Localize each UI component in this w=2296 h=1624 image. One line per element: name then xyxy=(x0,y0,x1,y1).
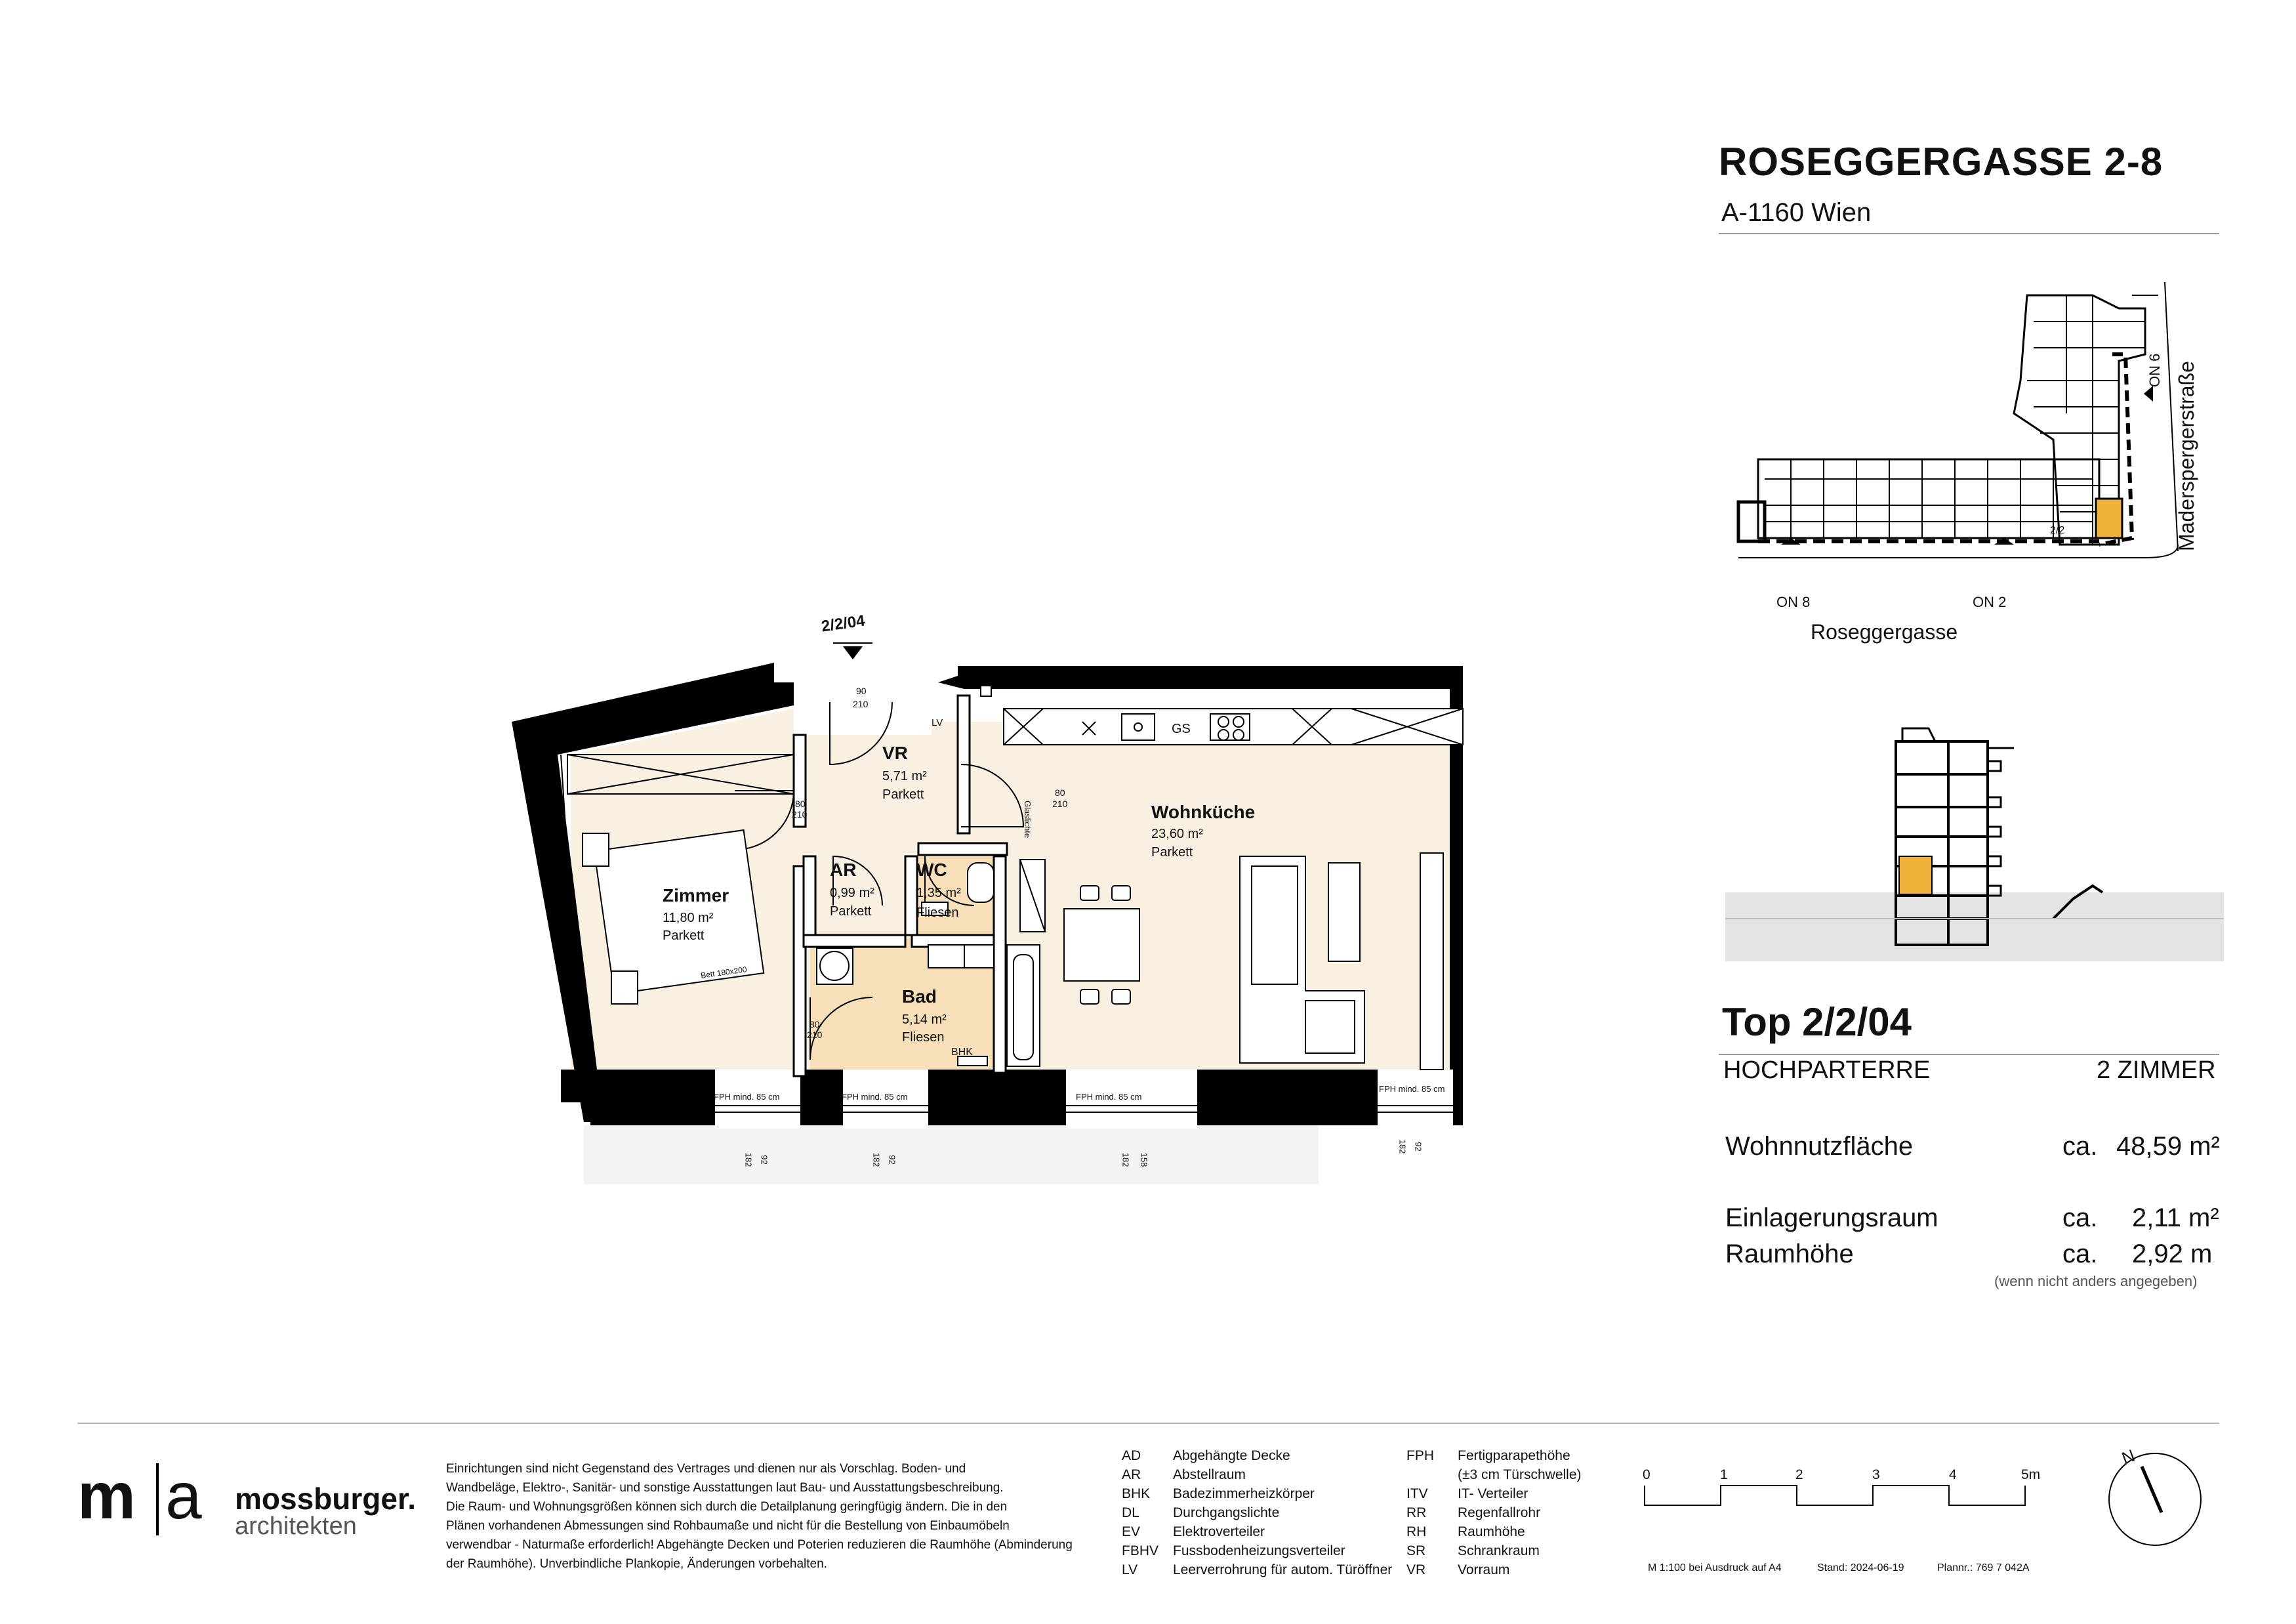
logo-name: mossburger. xyxy=(235,1482,417,1516)
door-dim-210: 210 xyxy=(792,809,808,820)
section-view xyxy=(1725,722,2224,961)
door-dim-210: 210 xyxy=(1052,799,1068,809)
legend-text: Abstellraum xyxy=(1173,1467,1246,1482)
disclaimer-line: Wandbeläge, Elektro-, Sanitär- und sonstige Ausstattungen laut Bau- und Ausstattungsbeschreibung. xyxy=(446,1481,1004,1495)
logo-mark-m: m xyxy=(77,1459,136,1533)
legend-row xyxy=(1122,1522,1392,1541)
metric-value-raumhoehe: 2,92 m xyxy=(2132,1239,2213,1268)
legend-abbr: RR xyxy=(1406,1505,1427,1520)
siteplan-entrance-on2: ON 2 xyxy=(1973,594,2007,610)
legend-abbr: EV xyxy=(1122,1524,1141,1539)
window-fph-1: FPH mind. 85 cm xyxy=(714,1092,780,1102)
plan-date: Stand: 2024-06-19 xyxy=(1817,1562,1904,1573)
door-dim-90: 90 xyxy=(856,686,867,696)
door-dim-80: 80 xyxy=(1055,787,1065,798)
legend-abbr: AD xyxy=(1122,1448,1141,1463)
unit-marker-label: 2/2/04 xyxy=(820,612,867,636)
legend-text: Raumhöhe xyxy=(1458,1524,1525,1539)
scale-tick-4: 4 xyxy=(1949,1467,1957,1482)
legend-row xyxy=(1122,1541,1392,1560)
sill-height-4b: 182 xyxy=(1397,1139,1408,1154)
legend-abbr: FPH xyxy=(1406,1448,1434,1463)
legend-abbr: RH xyxy=(1406,1524,1427,1539)
scale-tick-3: 3 xyxy=(1872,1467,1880,1482)
bed-size-label: Bett 180x200 xyxy=(700,965,748,980)
room-zimmer-name: Zimmer xyxy=(663,885,729,906)
disclaimer-line: verwendbar - Naturmaße erforderlich! Abgehängte Decken und Poterien reduzieren die Raumhöhe (Abminderung xyxy=(446,1538,1073,1552)
unit-rooms: 2 ZIMMER xyxy=(2097,1056,2216,1084)
legend-text: Abgehängte Decke xyxy=(1173,1448,1290,1463)
legend-row xyxy=(1122,1465,1392,1484)
room-ar-name: AR xyxy=(830,860,857,880)
bhk-label: BHK xyxy=(951,1047,973,1058)
door-dim-210: 210 xyxy=(853,699,869,709)
legend-left xyxy=(1122,1446,1392,1579)
sill-height-4: 92 xyxy=(1413,1142,1424,1152)
legend-text: Elektroverteiler xyxy=(1173,1524,1265,1539)
project-city: A-1160 Wien xyxy=(1721,198,1872,227)
siteplan-street-bottom: Roseggergasse xyxy=(1811,620,1958,644)
legend-text: Vorraum xyxy=(1458,1562,1510,1577)
disclaimer-line: Einrichtungen sind nicht Gegenstand des Vertrages und dienen nur als Vorschlag. Boden- und xyxy=(446,1462,966,1476)
window-fph-2: FPH mind. 85 cm xyxy=(842,1092,908,1102)
legend-row xyxy=(1122,1560,1392,1579)
legend-abbr: DL xyxy=(1122,1505,1139,1520)
project-title: ROSEGGERGASSE 2-8 xyxy=(1719,140,2163,184)
unit-divider xyxy=(1719,1054,2219,1055)
metric-value-wohnnutzflaeche: 48,59 m² xyxy=(2116,1132,2220,1161)
metric-label-einlagerungsraum: Einlagerungsraum xyxy=(1725,1203,1938,1232)
siteplan-entrance-on6: ON 6 xyxy=(2146,353,2163,387)
metric-label-wohnnutzflaeche: Wohnnutzfläche xyxy=(1725,1132,1914,1161)
logo-divider xyxy=(156,1463,159,1535)
logo-mark-a: a xyxy=(165,1459,202,1533)
siteplan-street-right: Maderspergerstraße xyxy=(2175,361,2198,551)
room-ar-floor: Parkett xyxy=(830,904,872,919)
scale-note: M 1:100 bei Ausdruck auf A4 xyxy=(1648,1562,1782,1573)
room-vr-name: VR xyxy=(882,743,908,763)
legend-text: Leerverrohrung für autom. Türöffner xyxy=(1173,1562,1393,1577)
legend-abbr: AR xyxy=(1122,1467,1141,1482)
legend-abbr: FBHV xyxy=(1122,1543,1159,1558)
legend-text: Badezimmerheizkörper xyxy=(1173,1486,1315,1501)
scale-bar xyxy=(1643,1484,2037,1510)
disclaimer-line: Plänen vorhandenen Abmessungen sind Rohbaumaße und nicht für die Bestellung von Einbaumöbeln xyxy=(446,1519,1010,1533)
legend-abbr: ITV xyxy=(1406,1486,1428,1501)
disclaimer xyxy=(446,1459,1073,1573)
room-bad-area: 5,14 m² xyxy=(902,1012,947,1027)
sill-height-2b: 182 xyxy=(871,1152,882,1167)
metric-prefix-einlagerungsraum: ca. xyxy=(2062,1203,2098,1232)
unit-title: Top 2/2/04 xyxy=(1722,1000,1912,1044)
room-wohnkueche-name: Wohnküche xyxy=(1151,802,1256,822)
legend-row xyxy=(1406,1522,1582,1541)
legend-row xyxy=(1406,1541,1582,1560)
scale-tick-5: 5m xyxy=(2021,1467,2041,1482)
room-wc-name: WC xyxy=(916,860,947,880)
room-zimmer-area: 11,80 m² xyxy=(663,911,714,925)
header-divider xyxy=(1719,233,2219,234)
door-dim-80: 80 xyxy=(810,1019,820,1030)
gs-label: GS xyxy=(1172,722,1191,736)
disclaimer-line: der Raumhöhe). Unverbindliche Plankopie, Änderungen vorbehalten. xyxy=(446,1557,827,1571)
legend-text: Schrankraum xyxy=(1458,1543,1540,1558)
floor-plan xyxy=(505,604,1483,1188)
sill-height-3: 158 xyxy=(1139,1152,1149,1167)
metric-prefix-wohnnutzflaeche: ca. xyxy=(2062,1132,2098,1161)
plan-number: Plannr.: 769 7 042A xyxy=(1937,1562,2030,1573)
scale-tick-0: 0 xyxy=(1643,1467,1650,1482)
room-zimmer-floor: Parkett xyxy=(663,928,705,943)
legend-row xyxy=(1406,1503,1582,1522)
siteplan-entrance-on8: ON 8 xyxy=(1776,594,1811,610)
room-bad-floor: Fliesen xyxy=(902,1030,945,1045)
scale-tick-1: 1 xyxy=(1720,1467,1728,1482)
room-vr-area: 5,71 m² xyxy=(882,769,927,783)
legend-row xyxy=(1406,1484,1582,1503)
legend-row xyxy=(1122,1503,1392,1522)
sill-height-1: 92 xyxy=(759,1155,769,1165)
highlight-unit xyxy=(2096,499,2122,538)
legend-row xyxy=(1406,1446,1582,1465)
disclaimer-line: Die Raum- und Wohnungsgrößen können sich durch die Detailplanung geringfügig ändern. Die in den xyxy=(446,1500,1008,1514)
legend-row xyxy=(1122,1484,1392,1503)
door-dim-210: 210 xyxy=(807,1030,823,1040)
room-wc-area: 1,35 m² xyxy=(916,886,961,900)
legend-abbr: LV xyxy=(1122,1562,1138,1577)
footer-divider xyxy=(77,1423,2219,1424)
legend-text: Fertigparapethöhe xyxy=(1458,1448,1570,1463)
siteplan-highlight-label: 2/2 xyxy=(2050,525,2065,536)
legend-right xyxy=(1406,1446,1582,1579)
north-arrow-icon xyxy=(2102,1447,2207,1552)
metric-footnote: (wenn nicht anders angegeben) xyxy=(1994,1273,2198,1289)
legend-abbr: BHK xyxy=(1122,1486,1151,1501)
legend-abbr: SR xyxy=(1406,1543,1426,1558)
sill-height-1b: 182 xyxy=(743,1152,754,1167)
room-wc-floor: Fliesen xyxy=(916,906,959,920)
metric-prefix-raumhoehe: ca. xyxy=(2062,1239,2098,1268)
legend-abbr: VR xyxy=(1406,1562,1426,1577)
room-vr-floor: Parkett xyxy=(882,787,924,802)
north-label: N xyxy=(2119,1445,2138,1468)
window-fph-4: FPH mind. 85 cm xyxy=(1379,1084,1445,1094)
legend-row xyxy=(1406,1465,1582,1484)
unit-level: HOCHPARTERRE xyxy=(1723,1056,1931,1084)
sill-height-3b: 182 xyxy=(1120,1152,1131,1167)
legend-text: Durchgangslichte xyxy=(1173,1505,1280,1520)
legend-row xyxy=(1122,1446,1392,1465)
metric-value-einlagerungsraum: 2,11 m² xyxy=(2132,1203,2219,1232)
legend-text: (±3 cm Türschwelle) xyxy=(1458,1467,1582,1482)
window-fph-3: FPH mind. 85 cm xyxy=(1076,1092,1142,1102)
metric-label-raumhoehe: Raumhöhe xyxy=(1725,1239,1854,1268)
legend-row xyxy=(1406,1560,1582,1579)
room-ar-area: 0,99 m² xyxy=(830,886,874,900)
scale-tick-2: 2 xyxy=(1795,1467,1803,1482)
room-wohnkueche-area: 23,60 m² xyxy=(1151,827,1203,841)
lv-label: LV xyxy=(932,717,943,728)
sill-height-2: 92 xyxy=(887,1155,897,1165)
logo-sub: architekten xyxy=(235,1512,357,1540)
door-dim-80: 80 xyxy=(795,799,806,809)
room-wohnkueche-floor: Parkett xyxy=(1151,845,1193,860)
legend-text: Fussbodenheizungsverteiler xyxy=(1173,1543,1345,1558)
room-bad-name: Bad xyxy=(902,986,937,1007)
legend-text: IT- Verteiler xyxy=(1458,1486,1528,1501)
legend-text: Regenfallrohr xyxy=(1458,1505,1541,1520)
glass-label: Glaslichte xyxy=(1023,801,1033,839)
